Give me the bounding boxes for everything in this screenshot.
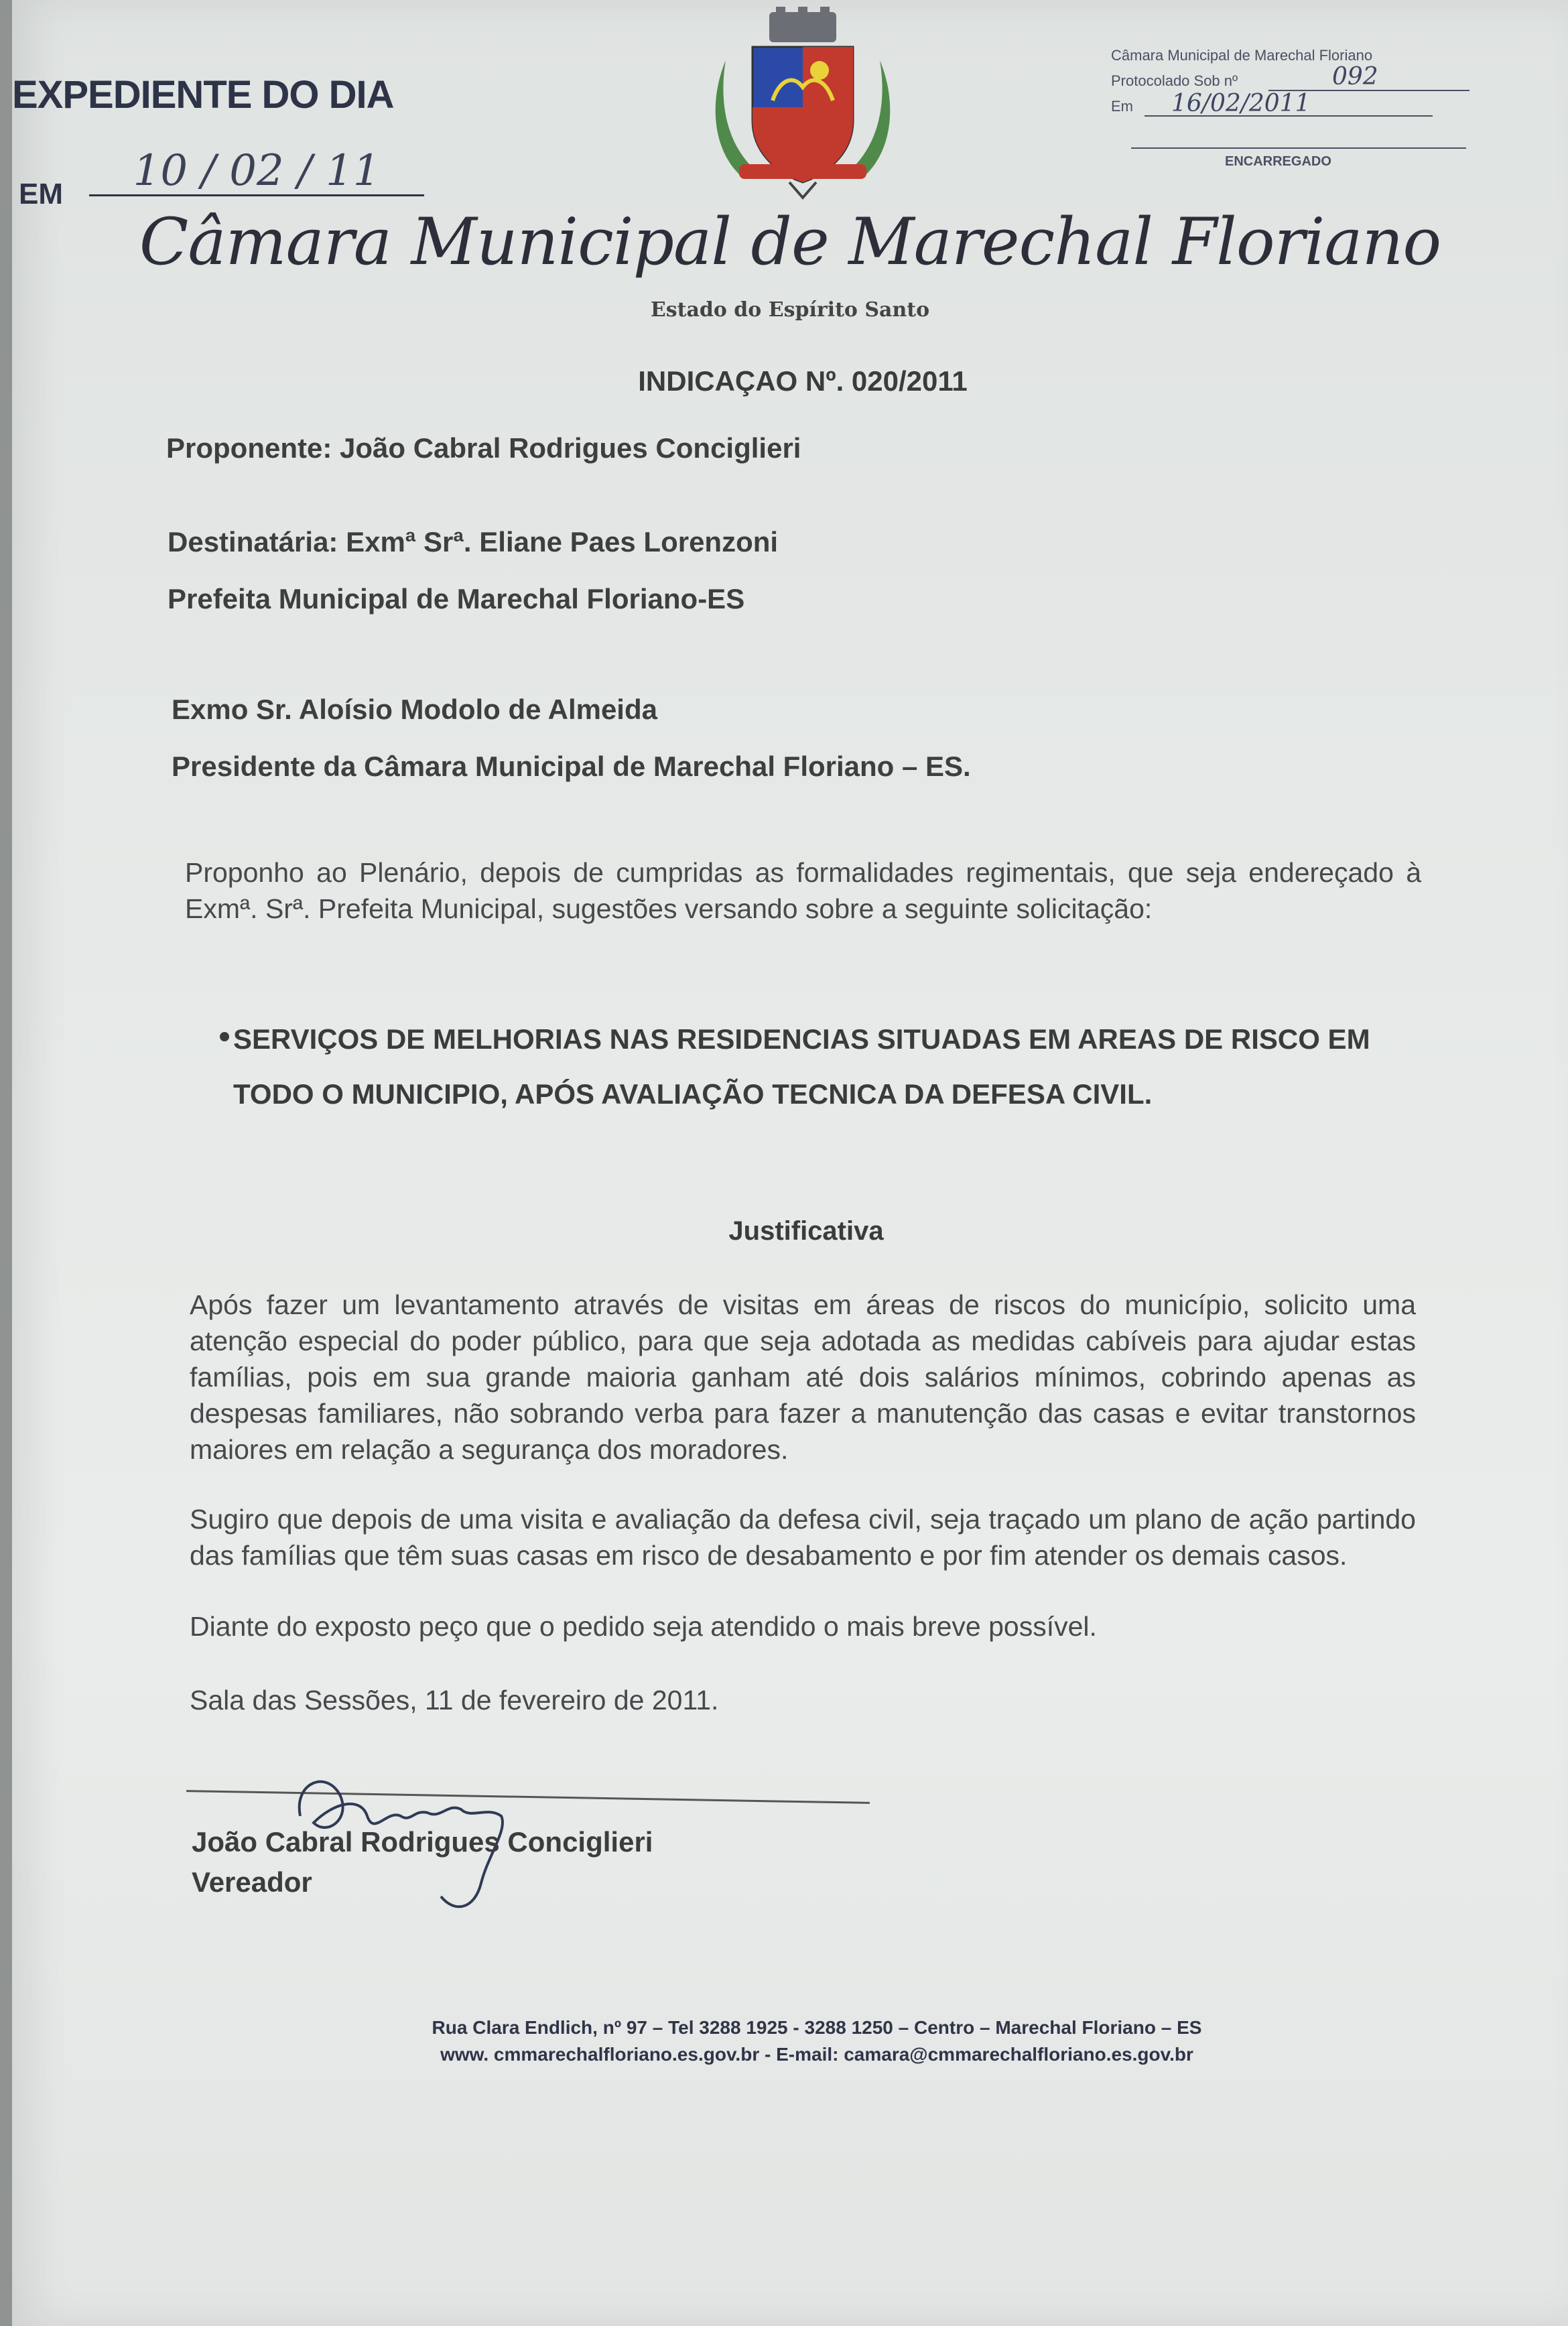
footer-address: Rua Clara Endlich, nº 97 – Tel 3288 1925 - 3288 1250 – Centro – Marechal Floriano – ES	[432, 2017, 1202, 2038]
justificativa-paragraph-1: Após fazer um levantamento através de visitas em áreas de riscos do município, solicito uma atenção especial do poder público, para que seja adotada as medidas cabíveis para ajudar estas famílias, pois em sua grande maioria ganham até dois salários mínimos, cobrindo apenas as despesas familiares, não sobrando verba para fazer a manutenção das casas e evitar transtornos maiores em relação a segurança dos moradores.	[190, 1289, 1416, 1465]
destinataria-role: Prefeita Municipal de Marechal Floriano-ES	[168, 583, 745, 615]
justificativa-paragraph-2: Sugiro que depois de uma visita e avaliação da defesa civil, seja traçado um plano de ação partindo das famílias que têm suas casas em risco de desabamento e por fim atender os demais casos.	[190, 1504, 1416, 1571]
session-date: Sala das Sessões, 11 de fevereiro de 2011.	[190, 1685, 719, 1716]
footer-contacts: www. cmmarechalfloriano.es.gov.br - E-mail: camara@cmmarechalfloriano.es.gov.br	[440, 2044, 1193, 2065]
em-label: EM	[19, 178, 63, 210]
coat-of-arms-icon	[712, 7, 893, 201]
request-bullet-text: SERVIÇOS DE MELHORIAS NAS RESIDENCIAS SITUADAS EM AREAS DE RISCO EM TODO O MUNICIPIO, APÓS AVALIAÇÃO TECNICA DA DEFESA CIVIL.	[233, 1023, 1370, 1110]
justificativa-heading: Justificativa	[728, 1216, 884, 1246]
encarregado-label: ENCARREGADO	[1225, 154, 1331, 169]
destinataria-line: Destinatária: Exmª Srª. Eliane Paes Lorenzoni	[168, 526, 779, 558]
request-bullet-item	[233, 1012, 1439, 1122]
presidente-role: Presidente da Câmara Municipal de Marechal Floriano – ES.	[172, 751, 971, 782]
em-date-handwritten: 10 / 02 / 11	[89, 141, 424, 196]
protocol-number-label: Protocolado Sob nº	[1111, 72, 1238, 89]
chamber-title: Câmara Municipal de Marechal Floriano	[139, 204, 1441, 279]
expediente-stamp	[12, 72, 394, 117]
protocol-stamp	[1111, 47, 1473, 169]
signatory-name: João Cabral Rodrigues Conciglieri	[192, 1826, 653, 1858]
state-subtitle: Estado do Espírito Santo	[650, 298, 930, 322]
indicacao-number: INDICAÇAO Nº. 020/2011	[638, 365, 968, 397]
signatory-role: Vereador	[192, 1866, 312, 1898]
proponente-line: Proponente: João Cabral Rodrigues Conciglieri	[166, 432, 801, 464]
justificativa-paragraph-3: Diante do exposto peço que o pedido seja atendido o mais breve possível.	[190, 1611, 1097, 1642]
presidente-line: Exmo Sr. Aloísio Modolo de Almeida	[172, 694, 657, 725]
bullet-icon	[220, 1032, 229, 1041]
expediente-label: EXPEDIENTE DO DIA	[12, 73, 394, 117]
protocol-date-value: 16/02/2011	[1171, 90, 1311, 117]
protocol-date-label: Em	[1111, 98, 1133, 115]
protocol-number-value: 092	[1332, 63, 1378, 90]
proposal-paragraph: Proponho ao Plenário, depois de cumpridas as formalidades regimentais, que seja endereçado à Exmª. Srª. Prefeita Municipal, sugestões versando sobre a seguinte solicitação:	[185, 857, 1421, 924]
protocol-chamber: Câmara Municipal de Marechal Floriano	[1111, 47, 1373, 64]
document-page	[12, 0, 1568, 2326]
